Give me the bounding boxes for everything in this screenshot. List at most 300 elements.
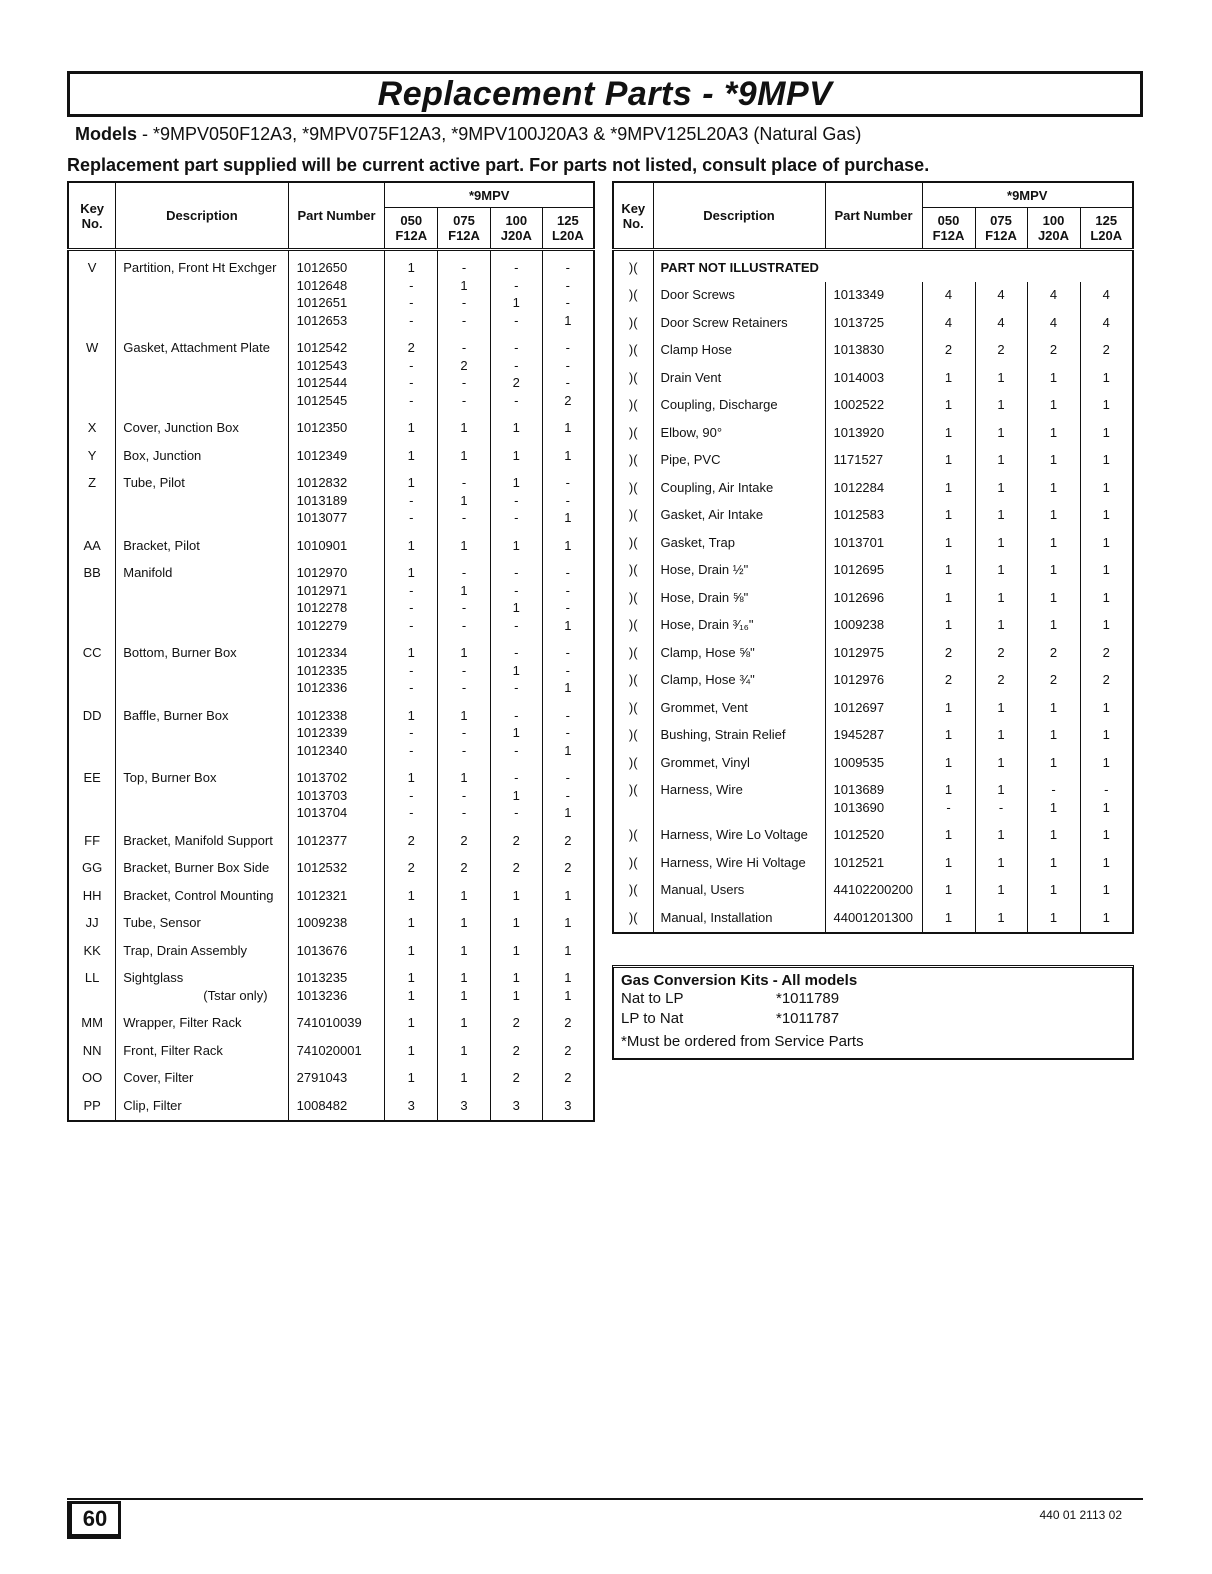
- quantity: 1: [1049, 562, 1058, 577]
- quantity: -: [461, 680, 467, 695]
- row-part-number: [825, 310, 922, 338]
- row-qty-model-3: [1080, 850, 1133, 878]
- quantity: 2: [944, 672, 953, 687]
- quantity: 1: [1102, 909, 1110, 925]
- part-number: 1012544: [296, 375, 348, 390]
- row-key: )(: [613, 722, 653, 750]
- quantity: -: [565, 565, 570, 580]
- quantity: 1: [460, 942, 468, 958]
- row-key: BB: [68, 560, 116, 640]
- row-part-number: [825, 905, 922, 934]
- table-row: [68, 335, 594, 415]
- quantity: -: [409, 357, 414, 373]
- row-key: )(: [613, 250, 653, 283]
- table-row: [613, 365, 1133, 393]
- row-description: Gasket, Trap: [653, 530, 825, 558]
- conversion-kits-box: [612, 965, 1134, 1060]
- quantity: 1: [460, 707, 468, 723]
- quantity: -: [514, 617, 519, 633]
- row-description: Bushing, Strain Relief: [653, 722, 825, 750]
- row-key: )(: [613, 337, 653, 365]
- part-number: 1013703: [296, 787, 348, 803]
- table-row: [68, 1038, 594, 1066]
- row-description: Partition, Front Ht Exchger: [116, 250, 288, 336]
- quantity: 1: [944, 479, 953, 495]
- row-qty-model-3: [1080, 365, 1133, 393]
- table-row: [68, 938, 594, 966]
- row-description: Bracket, Control Mounting: [116, 883, 288, 911]
- row-qty-model-0: [385, 703, 438, 766]
- quantity: 1: [997, 397, 1005, 412]
- quantity: 1: [1049, 397, 1058, 412]
- row-part-number: [288, 1065, 385, 1093]
- row-description: Gasket, Air Intake: [653, 502, 825, 530]
- row-key: DD: [68, 703, 116, 766]
- quantity: -: [461, 312, 467, 328]
- row-qty-model-2: [1027, 750, 1080, 778]
- row-description: Harness, Wire Hi Voltage: [653, 850, 825, 878]
- row-part-number: [825, 850, 922, 878]
- quantity: 1: [944, 507, 953, 522]
- table-row: [68, 1093, 594, 1122]
- row-part-number: [288, 765, 385, 828]
- quantity: 1: [407, 1015, 415, 1030]
- row-qty-model-3: [542, 703, 594, 766]
- row-qty-model-1: [438, 533, 491, 561]
- table-row: [613, 877, 1133, 905]
- row-qty-model-2: [1027, 905, 1080, 934]
- row-qty-model-0: [922, 282, 975, 310]
- row-description: Sightglass (Tstar only): [116, 965, 288, 1010]
- quantity: 4: [997, 314, 1005, 330]
- row-description: Drain Vent: [653, 365, 825, 393]
- quantity: 1: [460, 537, 468, 553]
- quantity: 2: [460, 357, 468, 373]
- row-description: Wrapper, Filter Rack: [116, 1010, 288, 1038]
- row-key: )(: [613, 822, 653, 850]
- row-key: V: [68, 250, 116, 336]
- table-row: [613, 447, 1133, 475]
- quantity: 1: [1102, 562, 1110, 577]
- row-qty-model-2: [1027, 365, 1080, 393]
- table-row: [613, 420, 1133, 448]
- row-qty-model-2: [1027, 612, 1080, 640]
- row-qty-model-1: [438, 965, 491, 1010]
- row-description: Elbow, 90°: [653, 420, 825, 448]
- quantity: -: [461, 617, 467, 633]
- part-number: 1010901: [296, 537, 348, 553]
- row-qty-model-1: [438, 1065, 491, 1093]
- quantity: 1: [944, 909, 953, 925]
- part-number: 1009535: [833, 754, 885, 770]
- row-qty-model-1: [438, 828, 491, 856]
- row-qty-model-0: [922, 722, 975, 750]
- quantity: 1: [407, 915, 415, 930]
- quantity: -: [409, 805, 414, 820]
- quantity: 1: [512, 725, 520, 740]
- row-qty-model-2: [1027, 585, 1080, 613]
- row-qty-model-3: [542, 470, 594, 533]
- quantity: 1: [997, 562, 1005, 577]
- part-number: 1012278: [296, 600, 348, 615]
- row-qty-model-2: [1027, 850, 1080, 878]
- row-part-number: [825, 777, 922, 822]
- row-qty-model-3: [1080, 667, 1133, 695]
- row-qty-model-1: [975, 557, 1027, 585]
- part-number: 44001201300: [833, 909, 914, 925]
- part-number: 1013077: [296, 510, 348, 525]
- row-qty-model-0: [385, 828, 438, 856]
- quantity: 1: [512, 475, 520, 490]
- row-qty-model-0: [385, 335, 438, 415]
- quantity: 1: [407, 970, 415, 985]
- row-qty-model-2: [490, 560, 542, 640]
- row-description: Clamp, Hose ⅝": [653, 640, 825, 668]
- quantity: 1: [460, 447, 468, 463]
- row-part-number: [825, 337, 922, 365]
- quantity: 1: [1102, 507, 1110, 522]
- part-number: 2791043: [296, 1070, 348, 1085]
- row-qty-model-0: [385, 640, 438, 703]
- row-part-number: [825, 447, 922, 475]
- quantity: 2: [512, 375, 520, 390]
- quantity: -: [565, 770, 570, 785]
- part-number: 1013235: [296, 970, 348, 985]
- kit-item: [621, 1009, 1132, 1029]
- header-model-125: 125 L20A: [1080, 208, 1133, 250]
- quantity: -: [514, 312, 519, 328]
- row-qty-model-3: [542, 965, 594, 1010]
- quantity: -: [514, 492, 519, 508]
- quantity: 1: [512, 447, 520, 463]
- row-description: Clamp, Hose ¾": [653, 667, 825, 695]
- row-qty-model-1: [438, 443, 491, 471]
- quantity: 1: [564, 942, 572, 958]
- quantity: 1: [564, 537, 572, 553]
- row-qty-model-2: [490, 703, 542, 766]
- quantity: 2: [564, 832, 572, 848]
- row-qty-model-2: [1027, 337, 1080, 365]
- row-qty-model-0: [922, 420, 975, 448]
- quantity: 2: [564, 392, 572, 408]
- part-number: 1012653: [296, 312, 348, 328]
- quantity: -: [461, 662, 467, 678]
- quantity: -: [461, 510, 467, 525]
- row-description: Bracket, Burner Box Side: [116, 855, 288, 883]
- row-qty-model-1: [975, 310, 1027, 338]
- quantity: -: [409, 392, 414, 408]
- quantity: 1: [997, 479, 1005, 495]
- table-row: [68, 640, 594, 703]
- row-description: Baffle, Burner Box: [116, 703, 288, 766]
- quantity: 2: [460, 860, 468, 875]
- row-part-number: [288, 883, 385, 911]
- table-row: [613, 722, 1133, 750]
- table-row: [613, 475, 1133, 503]
- quantity: 1: [460, 987, 468, 1003]
- quantity: 1: [407, 565, 415, 580]
- quantity: 1: [997, 754, 1005, 770]
- quantity: 1: [1102, 617, 1110, 632]
- row-qty-model-3: [1080, 447, 1133, 475]
- quantity: 1: [997, 854, 1005, 870]
- part-number: 1014003: [833, 369, 885, 385]
- row-qty-model-3: [542, 883, 594, 911]
- row-qty-model-3: [1080, 502, 1133, 530]
- quantity: 1: [944, 424, 953, 440]
- row-qty-model-0: [922, 392, 975, 420]
- quantity: -: [461, 295, 467, 310]
- table-row: [68, 765, 594, 828]
- row-qty-model-0: [922, 822, 975, 850]
- row-qty-model-3: [542, 938, 594, 966]
- quantity: -: [514, 260, 519, 275]
- quantity: -: [514, 582, 519, 598]
- header-model-075: 075 F12A: [438, 208, 491, 250]
- kit-label: LP to Nat: [621, 1010, 684, 1027]
- part-number: 1013189: [296, 492, 348, 508]
- quantity: -: [565, 475, 570, 490]
- row-key: )(: [613, 585, 653, 613]
- quantity: 1: [407, 887, 415, 903]
- row-key: )(: [613, 392, 653, 420]
- quantity: 1: [407, 537, 415, 553]
- row-qty-model-0: [385, 1038, 438, 1066]
- part-number: 44102200200: [833, 882, 914, 897]
- row-key: GG: [68, 855, 116, 883]
- row-part-number: [825, 557, 922, 585]
- row-description: Door Screws: [653, 282, 825, 310]
- quantity: 4: [944, 314, 953, 330]
- kit-label: Nat to LP: [621, 990, 684, 1007]
- row-description-note: (Tstar only): [203, 987, 268, 1003]
- row-key: )(: [613, 282, 653, 310]
- row-qty-model-2: [490, 250, 542, 336]
- row-key: AA: [68, 533, 116, 561]
- part-number: 1012338: [296, 707, 348, 723]
- header-model-group: *9MPV: [385, 182, 594, 208]
- part-number: 1012975: [833, 644, 885, 660]
- row-qty-model-1: [975, 502, 1027, 530]
- row-key: )(: [613, 310, 653, 338]
- quantity: 1: [460, 277, 468, 293]
- row-description: Door Screw Retainers: [653, 310, 825, 338]
- quantity: 1: [1102, 754, 1110, 770]
- quantity: 4: [1102, 314, 1110, 330]
- row-qty-model-3: [1080, 392, 1133, 420]
- row-qty-model-0: [385, 533, 438, 561]
- quantity: -: [565, 295, 570, 310]
- quantity: 1: [512, 295, 520, 310]
- quantity: 1: [997, 589, 1005, 605]
- page-title-box: [67, 71, 1143, 117]
- quantity: 1: [564, 680, 572, 695]
- row-qty-model-2: [490, 1038, 542, 1066]
- row-qty-model-1: [975, 877, 1027, 905]
- row-qty-model-2: [490, 415, 542, 443]
- row-key: )(: [613, 447, 653, 475]
- row-qty-model-0: [385, 443, 438, 471]
- row-qty-model-0: [922, 612, 975, 640]
- quantity: 1: [944, 397, 953, 412]
- quantity: 1: [564, 617, 572, 633]
- quantity: 2: [407, 860, 415, 875]
- row-description: Manual, Users: [653, 877, 825, 905]
- row-qty-model-2: [1027, 822, 1080, 850]
- row-key: OO: [68, 1065, 116, 1093]
- part-number: 1012971: [296, 582, 348, 598]
- header-model-125: 125 L20A: [542, 208, 594, 250]
- part-number: 1012321: [296, 887, 348, 903]
- quantity: 1: [512, 942, 520, 958]
- row-qty-model-1: [975, 337, 1027, 365]
- quantity: 1: [1102, 369, 1110, 385]
- quantity: 1: [460, 915, 468, 930]
- part-number: 1012543: [296, 357, 348, 373]
- row-qty-model-3: [542, 1038, 594, 1066]
- quantity: 1: [997, 617, 1005, 632]
- row-qty-model-0: [385, 765, 438, 828]
- quantity: -: [1104, 782, 1109, 797]
- part-number: 1012697: [833, 699, 885, 715]
- part-number: 1012695: [833, 562, 885, 577]
- quantity: -: [514, 805, 519, 820]
- row-key: )(: [613, 557, 653, 585]
- row-qty-model-3: [542, 1010, 594, 1038]
- quantity: 1: [512, 662, 520, 678]
- row-part-number: [825, 612, 922, 640]
- quantity: -: [565, 707, 570, 723]
- row-key: )(: [613, 905, 653, 934]
- quantity: -: [461, 375, 467, 390]
- row-description: Hose, Drain ½": [653, 557, 825, 585]
- row-qty-model-1: [438, 1010, 491, 1038]
- row-qty-model-2: [490, 1010, 542, 1038]
- quantity: 2: [1102, 342, 1110, 357]
- row-qty-model-2: [1027, 667, 1080, 695]
- table-row: [613, 282, 1133, 310]
- quantity: -: [409, 375, 414, 390]
- row-description: Bracket, Manifold Support: [116, 828, 288, 856]
- row-qty-model-2: [490, 855, 542, 883]
- quantity: -: [461, 392, 467, 408]
- row-qty-model-0: [922, 530, 975, 558]
- quantity: 1: [944, 534, 953, 550]
- quantity: 1: [1049, 827, 1058, 842]
- part-number: 1013702: [296, 770, 348, 785]
- header-part-number: Part Number: [825, 182, 922, 250]
- kit-part: *1011789: [776, 990, 840, 1007]
- table-row: [613, 310, 1133, 338]
- row-key: )(: [613, 877, 653, 905]
- page-number-badge: [67, 1501, 121, 1539]
- table-row: [613, 695, 1133, 723]
- quantity: 2: [1049, 672, 1058, 687]
- row-qty-model-0: [385, 1093, 438, 1122]
- row-key: )(: [613, 475, 653, 503]
- part-number: 1012583: [833, 507, 885, 522]
- row-qty-model-0: [385, 883, 438, 911]
- part-number: 1012349: [296, 447, 348, 463]
- row-part-number: [288, 1038, 385, 1066]
- quantity: 1: [997, 727, 1005, 742]
- row-key: MM: [68, 1010, 116, 1038]
- quantity: 1: [564, 805, 572, 820]
- quantity: 2: [997, 644, 1005, 660]
- row-part-number: [288, 335, 385, 415]
- quantity: 2: [564, 1042, 572, 1058]
- quantity: -: [565, 375, 570, 390]
- row-qty-model-1: [975, 282, 1027, 310]
- row-qty-model-0: [385, 415, 438, 443]
- quantity: 1: [997, 507, 1005, 522]
- row-qty-model-0: [385, 1010, 438, 1038]
- row-qty-model-1: [975, 585, 1027, 613]
- quantity: 1: [1049, 589, 1058, 605]
- row-key: LL: [68, 965, 116, 1010]
- row-qty-model-3: [1080, 877, 1133, 905]
- row-qty-model-1: [438, 703, 491, 766]
- row-key: Y: [68, 443, 116, 471]
- row-qty-model-0: [922, 337, 975, 365]
- quantity: 1: [407, 1042, 415, 1058]
- quantity: 1: [1049, 699, 1058, 715]
- table-row: [68, 443, 594, 471]
- quantity: -: [409, 277, 414, 293]
- part-number: 1008482: [296, 1097, 348, 1113]
- row-qty-model-3: [542, 250, 594, 336]
- row-part-number: [288, 470, 385, 533]
- quantity: -: [514, 742, 519, 758]
- table-row: [613, 777, 1133, 822]
- quantity: -: [461, 725, 467, 740]
- header-key: Key No.: [613, 182, 653, 250]
- row-heading: PART NOT ILLUSTRATED: [653, 250, 1133, 283]
- quantity: 2: [512, 860, 520, 875]
- header-description: Description: [653, 182, 825, 250]
- row-part-number: [825, 695, 922, 723]
- quantity: 1: [564, 742, 572, 758]
- quantity: 1: [1049, 507, 1058, 522]
- row-qty-model-0: [922, 585, 975, 613]
- part-number: 1013689: [833, 782, 885, 797]
- row-qty-model-2: [1027, 392, 1080, 420]
- row-qty-model-3: [542, 560, 594, 640]
- row-description: Harness, Wire Lo Voltage: [653, 822, 825, 850]
- quantity: 1: [512, 915, 520, 930]
- part-number: 1012532: [296, 860, 348, 875]
- quantity: 1: [997, 827, 1005, 842]
- quantity: -: [565, 340, 570, 355]
- quantity: 1: [1049, 452, 1058, 467]
- table-row: [613, 585, 1133, 613]
- table-row: [613, 822, 1133, 850]
- row-qty-model-1: [975, 850, 1027, 878]
- row-qty-model-1: [975, 822, 1027, 850]
- row-qty-model-1: [438, 938, 491, 966]
- quantity: 1: [1102, 589, 1110, 605]
- row-qty-model-1: [975, 640, 1027, 668]
- row-description: Grommet, Vent: [653, 695, 825, 723]
- row-description: Manifold: [116, 560, 288, 640]
- row-qty-model-3: [542, 533, 594, 561]
- quantity: 1: [1102, 854, 1110, 870]
- row-qty-model-3: [1080, 695, 1133, 723]
- quantity: 1: [1102, 699, 1110, 715]
- row-qty-model-3: [542, 828, 594, 856]
- table-row: [68, 560, 594, 640]
- quantity: -: [514, 277, 519, 293]
